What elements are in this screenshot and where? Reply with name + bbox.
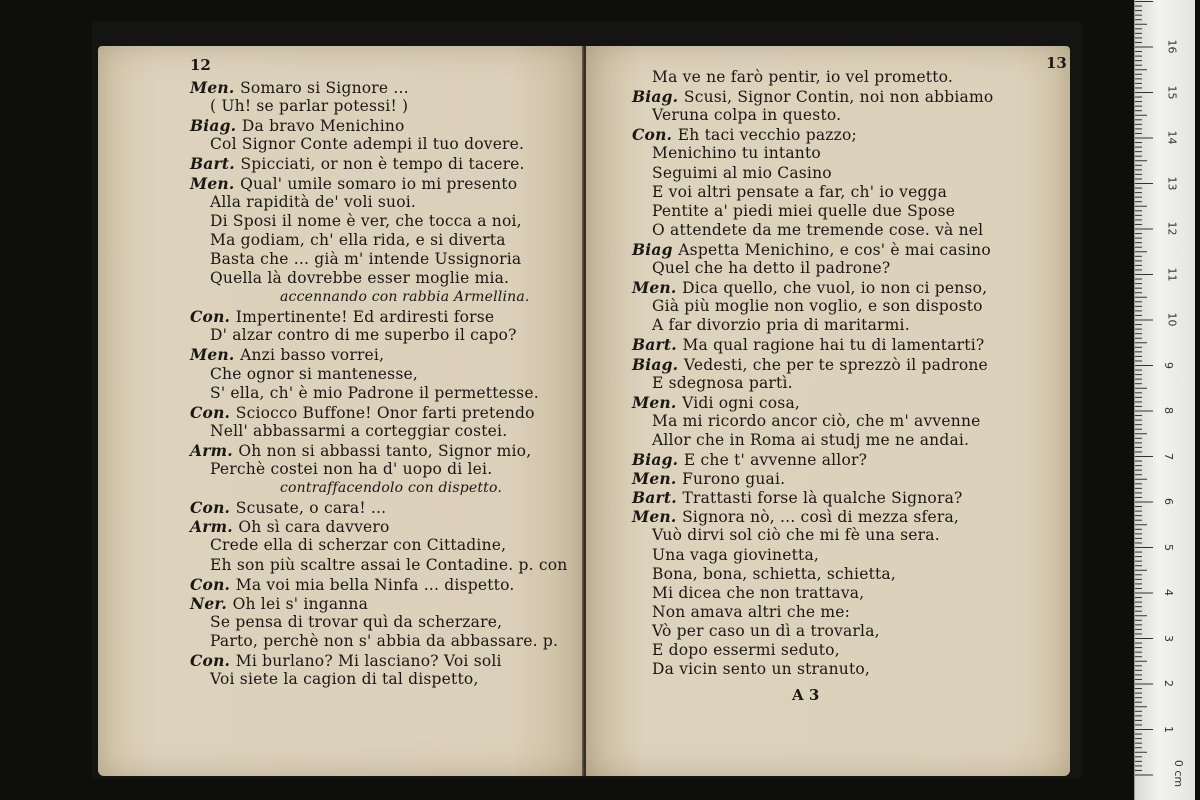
text-line bbox=[210, 193, 416, 212]
ruler-number: 8 bbox=[1162, 407, 1175, 414]
verse-text: Eh taci vecchio pazzo; bbox=[677, 126, 857, 145]
text-line bbox=[652, 316, 910, 335]
text-line bbox=[190, 651, 502, 671]
printer-signature: A 3 bbox=[792, 686, 820, 704]
text-line bbox=[652, 660, 870, 679]
speaker-name: Arm. bbox=[190, 517, 239, 537]
verse-text: Voi siete la cagion di tal dispetto, bbox=[210, 670, 479, 689]
verse-text: Furono guai. bbox=[682, 470, 786, 489]
verse-text: Mi burlano? Mi lasciano? Voi soli bbox=[235, 652, 502, 670]
text-line bbox=[190, 154, 525, 174]
speaker-name: Bart. bbox=[190, 154, 241, 174]
ruler-number: 14 bbox=[1165, 130, 1179, 145]
speaker-name: Men. bbox=[190, 173, 241, 193]
verse-text: E sdegnosa partì. bbox=[652, 373, 793, 392]
verse-text: Basta che ... già m' intende Ussignoria bbox=[210, 249, 522, 268]
verse-text: Trattasti forse là qualche Signora? bbox=[682, 489, 963, 508]
text-line bbox=[652, 431, 969, 450]
verse-text: Anzi basso vorrei, bbox=[240, 346, 385, 365]
verse-text: Che ognor si mantenesse, bbox=[210, 364, 418, 383]
ruler-number: 12 bbox=[1165, 221, 1179, 236]
text-line bbox=[190, 78, 409, 98]
verse-text: Da vicin sento un stranuto, bbox=[652, 660, 871, 679]
verse-text: ( Uh! se parlar potessi! ) bbox=[210, 97, 409, 116]
verse-text: Una vaga giovinetta, bbox=[652, 545, 820, 564]
speaker-name: Biag. bbox=[632, 354, 684, 374]
ruler-number: 3 bbox=[1162, 634, 1175, 642]
text-line bbox=[652, 546, 819, 565]
text-line bbox=[632, 488, 963, 508]
text-line bbox=[652, 526, 940, 545]
text-line bbox=[632, 240, 991, 260]
text-line bbox=[210, 97, 408, 116]
text-line bbox=[210, 269, 509, 288]
text-line bbox=[632, 393, 800, 413]
verse-text: Ma qual ragione hai tu di lamentarti? bbox=[682, 336, 985, 355]
text-line bbox=[632, 87, 993, 107]
text-line bbox=[210, 250, 521, 269]
text-line bbox=[652, 106, 841, 125]
verse-text: A far divorzio pria di maritarmi. bbox=[652, 316, 910, 335]
verse-text: Parto, perchè non s' abbia da abbassare. p. bbox=[210, 631, 559, 650]
verse-text: Oh sì cara davvero bbox=[238, 518, 390, 537]
verse-text: Oh lei s' inganna bbox=[232, 594, 369, 613]
verse-text: Menichino tu intanto bbox=[652, 144, 821, 163]
text-line bbox=[210, 670, 479, 689]
speaker-name: Men. bbox=[190, 345, 241, 365]
text-line bbox=[652, 584, 864, 603]
text-line bbox=[652, 144, 821, 163]
text-line bbox=[652, 164, 832, 183]
speaker-name: Men. bbox=[190, 78, 241, 97]
verse-text: S' ella, ch' è mio Padrone il permettesse. bbox=[210, 383, 539, 402]
speaker-name: Bart. bbox=[632, 335, 683, 355]
speaker-name: Con. bbox=[190, 651, 236, 670]
ruler-number: 13 bbox=[1165, 176, 1179, 190]
verse-text: Di Sposi il nome è ver, che tocca a noi, bbox=[210, 211, 522, 230]
text-line bbox=[210, 632, 558, 651]
speaker-name: Con. bbox=[190, 574, 236, 594]
measuring-ruler bbox=[1134, 0, 1195, 800]
text-line bbox=[190, 575, 514, 595]
text-line bbox=[210, 460, 492, 479]
text-line bbox=[190, 594, 368, 614]
text-line bbox=[190, 517, 390, 537]
text-line bbox=[632, 125, 857, 145]
text-line bbox=[652, 183, 947, 202]
verse-text: Ma godiam, ch' ella rida, e si diverta bbox=[210, 230, 506, 249]
text-line bbox=[652, 68, 953, 87]
verse-text: Se pensa di trovar quì da scherzare, bbox=[210, 612, 503, 631]
speaker-name: Men. bbox=[632, 507, 683, 527]
text-line bbox=[210, 613, 502, 632]
verse-text: Eh son più scaltre assai le Contadine. p. con bbox=[210, 555, 568, 574]
verse-text: O attendete da me tremende cose. và nel bbox=[652, 220, 984, 239]
text-line bbox=[210, 231, 506, 250]
text-line bbox=[632, 335, 984, 355]
speaker-name: Biag. bbox=[632, 450, 684, 469]
text-line bbox=[210, 536, 506, 555]
verse-text: Signora nò, ... così di mezza sfera, bbox=[682, 508, 960, 527]
verse-text: Ma ve ne farò pentir, io vel prometto. bbox=[652, 68, 954, 86]
text-line bbox=[210, 212, 522, 231]
speaker-name: Bart. bbox=[632, 488, 683, 508]
text-line bbox=[632, 278, 987, 298]
verse-text: Bona, bona, schietta, schietta, bbox=[652, 564, 897, 583]
text-line bbox=[652, 622, 880, 641]
verse-text: Ma mi ricordo ancor ciò, che m' avvenne bbox=[652, 411, 981, 430]
ruler-number: 10 bbox=[1165, 312, 1179, 327]
verse-text: Nell' abbassarmi a corteggiar costei. bbox=[210, 421, 508, 440]
ruler-number: 1 bbox=[1162, 725, 1175, 733]
verse-text: Pentite a' piedi miei quelle due Spose bbox=[652, 201, 956, 220]
speaker-name: Men. bbox=[632, 469, 683, 489]
verse-text: Vuò dirvi sol ciò che mi fè una sera. bbox=[652, 526, 940, 545]
speaker-name: Ner. bbox=[190, 593, 233, 613]
text-line bbox=[652, 259, 890, 278]
ruler-number: 16 bbox=[1165, 39, 1179, 54]
ruler-number: 4 bbox=[1162, 589, 1175, 596]
verse-text: Già più moglie non voglio, e son disposto bbox=[652, 297, 983, 316]
speaker-name: Men. bbox=[632, 392, 683, 412]
text-line bbox=[632, 450, 867, 470]
verse-text: Oh non si abbassi tanto, Signor mio, bbox=[238, 441, 532, 460]
text-line bbox=[632, 469, 785, 489]
right-page bbox=[586, 46, 1070, 776]
verse-text: Perchè costei non ha d' uopo di lei. bbox=[210, 460, 493, 478]
speaker-name: Con. bbox=[190, 402, 236, 422]
verse-text: Mi dicea che non trattava, bbox=[652, 583, 865, 602]
verse-text: Alla rapidità de' voli suoi. bbox=[210, 192, 417, 211]
verse-text: Non amava altri che me: bbox=[652, 602, 851, 621]
ruler-number: 2 bbox=[1162, 680, 1175, 687]
verse-text: Impertinente! Ed ardiresti forse bbox=[235, 308, 495, 327]
verse-text: E dopo essermi seduto, bbox=[652, 641, 840, 659]
verse-text: Vedesti, che per te sprezzò il padrone bbox=[683, 355, 988, 374]
verse-text: Scusi, Signor Contin, noi non abbiamo bbox=[683, 88, 994, 107]
text-line bbox=[190, 441, 531, 461]
speaker-name: Biag bbox=[632, 239, 679, 259]
text-line bbox=[190, 498, 386, 518]
text-line bbox=[190, 307, 494, 327]
text-line bbox=[652, 297, 983, 316]
verse-text: Veruna colpa in questo. bbox=[652, 106, 842, 125]
verse-text: Dica quello, che vuol, io non ci penso, bbox=[682, 279, 988, 298]
left-page-number: 12 bbox=[190, 56, 211, 74]
ruler-number: 6 bbox=[1162, 498, 1175, 505]
text-line bbox=[210, 326, 517, 345]
text-line bbox=[280, 288, 530, 307]
speaker-name: Con. bbox=[190, 498, 236, 518]
verse-text: E voi altri pensate a far, ch' io vegga bbox=[652, 182, 948, 201]
speaker-name: Con. bbox=[632, 125, 678, 145]
text-line bbox=[210, 135, 524, 154]
ruler-number: 9 bbox=[1162, 361, 1175, 369]
text-line bbox=[652, 603, 850, 622]
verse-text: D' alzar contro di me superbo il capo? bbox=[210, 326, 517, 345]
open-book bbox=[92, 22, 1082, 778]
verse-text: Somaro si Signore ... bbox=[240, 79, 409, 97]
ruler-unit-label: 0 cm bbox=[1172, 759, 1186, 788]
text-line bbox=[652, 202, 955, 221]
text-line bbox=[632, 507, 959, 527]
text-line bbox=[190, 174, 517, 194]
verse-text: Sciocco Buffone! Onor farti pretendo bbox=[235, 403, 535, 422]
right-page-number: 13 bbox=[1046, 54, 1067, 72]
verse-text: Quel che ha detto il padrone? bbox=[652, 259, 891, 277]
ruler-number: 7 bbox=[1162, 452, 1175, 460]
text-line bbox=[652, 412, 981, 431]
verse-text: contraffacendolo con dispetto. bbox=[280, 480, 503, 497]
left-page bbox=[98, 46, 584, 776]
ruler-number: 11 bbox=[1165, 267, 1179, 281]
text-line bbox=[210, 384, 539, 403]
verse-text: E che t' avvenne allor? bbox=[683, 451, 868, 469]
verse-text: Quella là dovrebbe esser moglie mia. bbox=[210, 269, 510, 287]
text-line bbox=[190, 116, 405, 136]
verse-text: Ma voi mia bella Ninfa ... dispetto. bbox=[235, 575, 515, 594]
verse-text: Col Signor Conte adempi il tuo dovere. bbox=[210, 135, 525, 154]
text-line bbox=[652, 565, 896, 584]
text-line bbox=[652, 221, 983, 240]
verse-text: Scusate, o cara! ... bbox=[235, 499, 387, 518]
text-line bbox=[632, 355, 988, 375]
verse-text: Vidi ogni cosa, bbox=[682, 393, 801, 412]
verse-text: accennando con rabbia Armellina. bbox=[280, 289, 530, 306]
ruler-number: 5 bbox=[1162, 543, 1175, 551]
text-line bbox=[190, 345, 384, 365]
text-line bbox=[280, 479, 502, 498]
verse-text: Aspetta Menichino, e cos' è mai casino bbox=[678, 240, 991, 259]
speaker-name: Biag. bbox=[632, 87, 684, 107]
speaker-name: Arm. bbox=[190, 440, 239, 460]
text-line bbox=[210, 365, 418, 384]
verse-text: Allor che in Roma ai studj me ne andai. bbox=[652, 430, 970, 449]
speaker-name: Biag. bbox=[190, 116, 242, 136]
verse-text: Da bravo Menichino bbox=[241, 117, 405, 136]
text-line bbox=[190, 403, 535, 423]
text-line bbox=[210, 556, 567, 575]
text-line bbox=[652, 374, 793, 393]
speaker-name: Con. bbox=[190, 307, 236, 327]
text-line bbox=[210, 422, 507, 441]
text-line bbox=[652, 641, 840, 660]
verse-text: Qual' umile somaro io mi presento bbox=[240, 174, 518, 193]
verse-text: Seguimi al mio Casino bbox=[652, 163, 832, 182]
verse-text: Crede ella di scherzar con Cittadine, bbox=[210, 536, 507, 555]
verse-text: Vò per caso un dì a trovarla, bbox=[652, 621, 880, 640]
speaker-name: Men. bbox=[632, 278, 683, 298]
verse-text: Spicciati, or non è tempo di tacere. bbox=[240, 155, 525, 174]
ruler-number: 15 bbox=[1165, 85, 1179, 99]
